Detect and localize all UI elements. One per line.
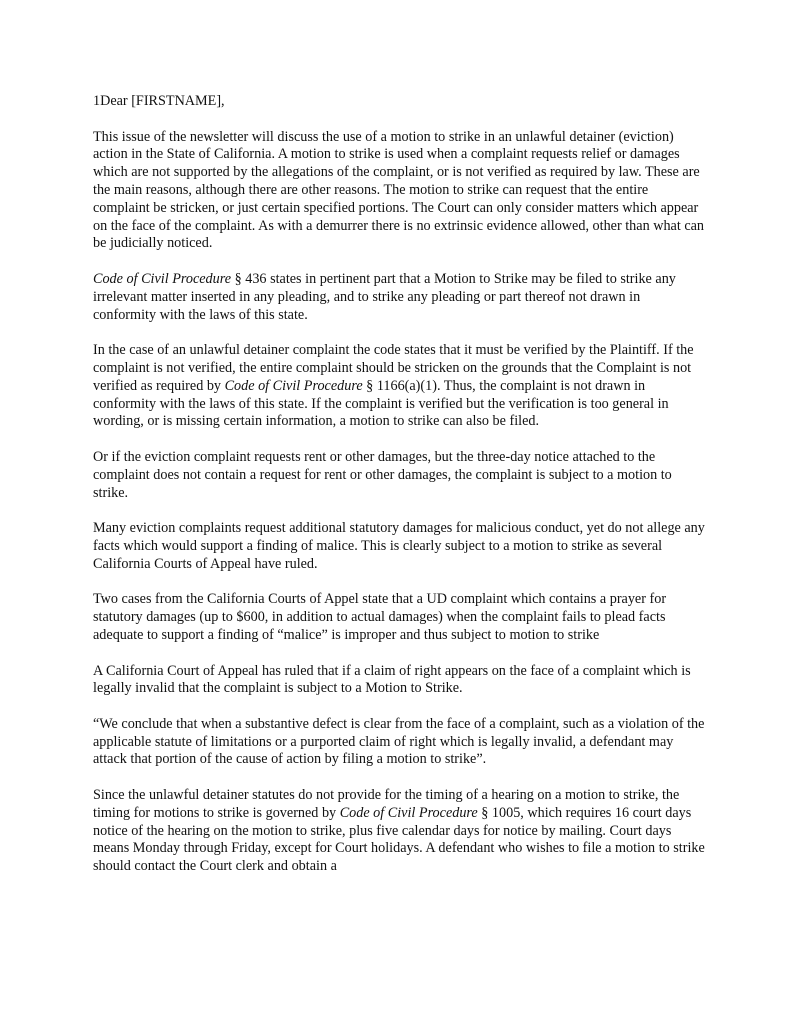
paragraph-statutory-damages: Many eviction complaints request additional statutory damages for malicious conduct, yet do not allege any facts which would support a finding of malice. This is clearly subject to a motion to strike as several California Courts of Appeal have ruled. (93, 520, 705, 572)
paragraph-text: In the case of an unlawful detainer complaint the code states that it must be verified by the Plaintiff. If the complaint is not verified, the entire complaint should be stricken on the grounds that the Complaint is not verified as required by (93, 342, 694, 394)
paragraph-intro: This issue of the newsletter will discuss the use of a motion to strike in an unlawful detainer (eviction) action in the State of California. A motion to strike is used when a complaint requests relief or damages which are not supported by the allegations of the complaint, or is not verified as required by law. These are the main reasons, although there are other reasons. The motion to strike can request that the entire complaint be stricken, or just certain specified portions. The Court can only consider matters which appear on the face of the complaint. As with a demurrer there is no extrinsic evidence allowed, other than what can be judicially noticed. (93, 128, 705, 252)
paragraph-claim-of-right: A California Court of Appeal has ruled that if a claim of right appears on the face of a complaint which is legally invalid that the complaint is subject to a Motion to Strike. (93, 662, 691, 697)
salutation: 1Dear [FIRSTNAME], (93, 93, 225, 109)
paragraph-courts-of-appeal: Two cases from the California Courts of Appel state that a UD complaint which contains a prayer for statutory damages (up to $600, in addition to actual damages) when the complaint fails to plead facts adequate to support a finding of “malice” is improper and thus subject to motion to strike (93, 591, 667, 643)
code-citation: Code of Civil Procedure (224, 377, 363, 394)
code-citation: Code of Civil Procedure (93, 270, 232, 287)
paragraph-text: § 436 states in pertinent part that a Motion to Strike may be filed to strike any irrelevant matter inserted in any pleading, and to strike any pleading or part thereof not drawn in conformity with the laws of this state. (93, 270, 676, 323)
paragraph-text: § 1166(a)(1). Thus, the complaint is not drawn in conformity with the laws of this state. If the complaint is verified but the verification is too general in wording, or is missing certain information, a motion to strike can also be filed. (93, 377, 669, 430)
letter-body (93, 93, 705, 876)
paragraph-text: Since the unlawful detainer statutes do not provide for the timing of a hearing on a motion to strike, the timing for motions to strike is governed by (93, 787, 680, 821)
paragraph-verification (93, 342, 705, 431)
code-citation: Code of Civil Procedure (339, 804, 478, 821)
paragraph-ccp-436 (93, 271, 705, 324)
paragraph-timing (93, 787, 705, 876)
paragraph-three-day-notice: Or if the eviction complaint requests rent or other damages, but the three-day notice attached to the complaint does not contain a request for rent or other damages, the complaint is subject to a motion to strike. (93, 448, 672, 501)
paragraph-quotation: “We conclude that when a substantive defect is clear from the face of a complaint, such as a violation of the applicable statute of limitations or a purported claim of right which is legally invalid, a defendant may attack that portion of the cause of action by filing a motion to strike”. (93, 715, 705, 768)
paragraph-text: § 1005, which requires 16 court days notice of the hearing on the motion to strike, plus five calendar days for notice by mailing. Court days means Monday through Friday, except for Court holidays. A defendant who wishes to file a motion to strike should contact the Court clerk and obtain a (93, 804, 705, 875)
